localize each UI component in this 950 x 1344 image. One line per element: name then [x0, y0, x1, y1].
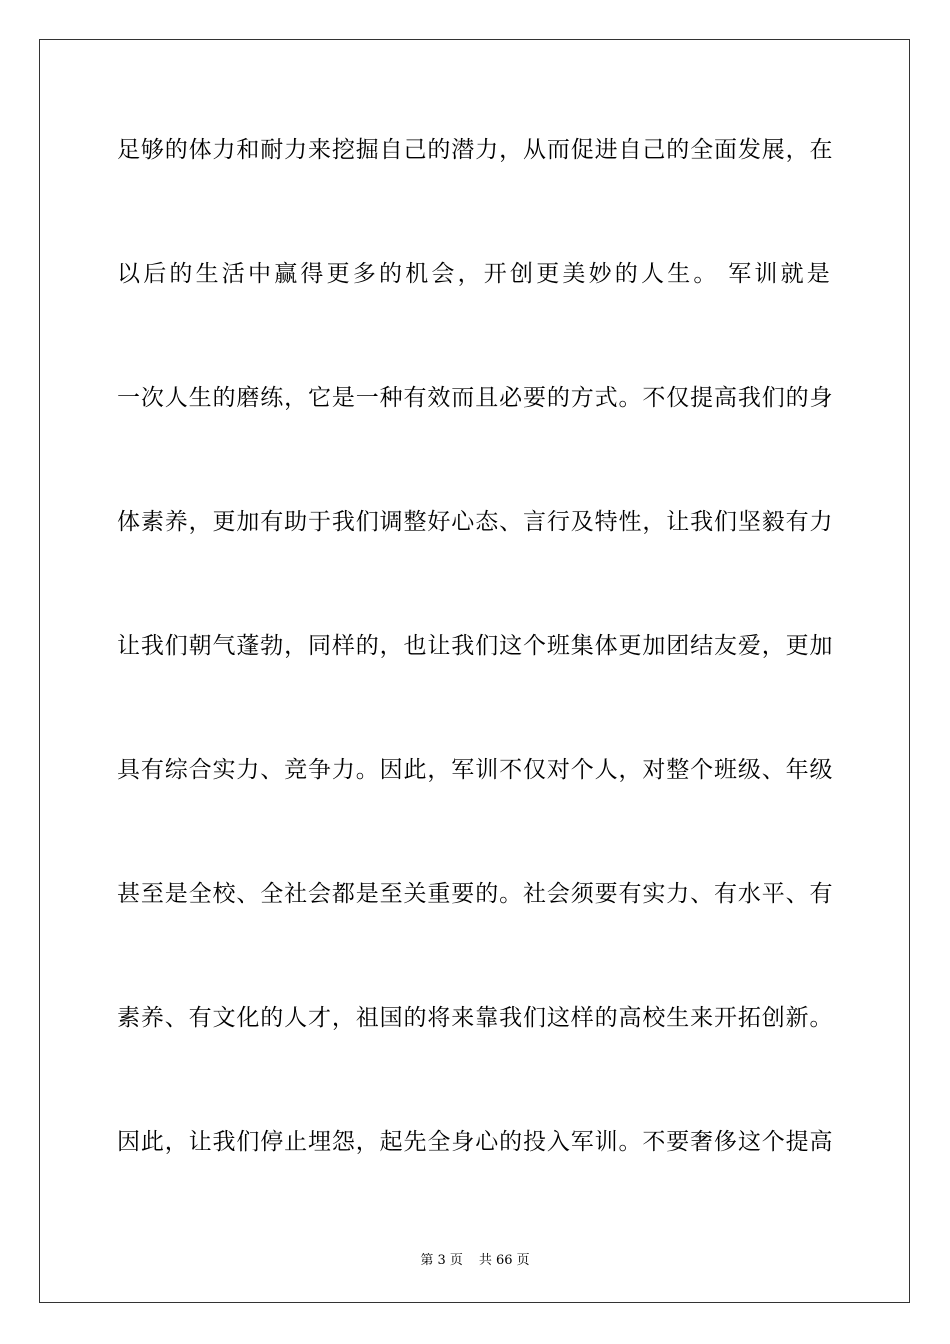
paragraph-line-6: 具有综合实力、竞争力。因此，军训不仅对个人，对整个班级、年级 [117, 757, 833, 783]
paragraph-line-4: 体素养，更加有助于我们调整好心态、言行及特性，让我们坚毅有力 [117, 509, 833, 535]
paragraph-line-3: 一次人生的磨练，它是一种有效而且必要的方式。不仅提高我们的身 [117, 385, 833, 411]
page-number: 第 3 页 [420, 1253, 463, 1268]
paragraph-line-8: 素养、有文化的人才，祖国的将来靠我们这样的高校生来开拓创新。 [117, 1005, 833, 1031]
paragraph-line-2-text: 以后的生活中赢得更多的机会，开创更美妙的人生。 [117, 261, 720, 287]
paragraph-line-1: 足够的体力和耐力来挖掘自己的潜力，从而促进自己的全面发展，在 [117, 137, 833, 163]
page-border [39, 39, 910, 1303]
page-total: 共 66 页 [478, 1253, 530, 1268]
paragraph-line-2 [117, 263, 833, 286]
paragraph-line-9: 因此，让我们停止埋怨，起先全身心的投入军训。不要奢侈这个提高 [117, 1129, 833, 1155]
page-footer [0, 1249, 950, 1268]
paragraph-line-5: 让我们朝气蓬勃，同样的，也让我们这个班集体更加团结友爱，更加 [117, 633, 833, 659]
paragraph-line-2-new-paragraph: 军训就是 [728, 261, 833, 287]
paragraph-line-7: 甚至是全校、全社会都是至关重要的。社会须要有实力、有水平、有 [117, 881, 833, 907]
